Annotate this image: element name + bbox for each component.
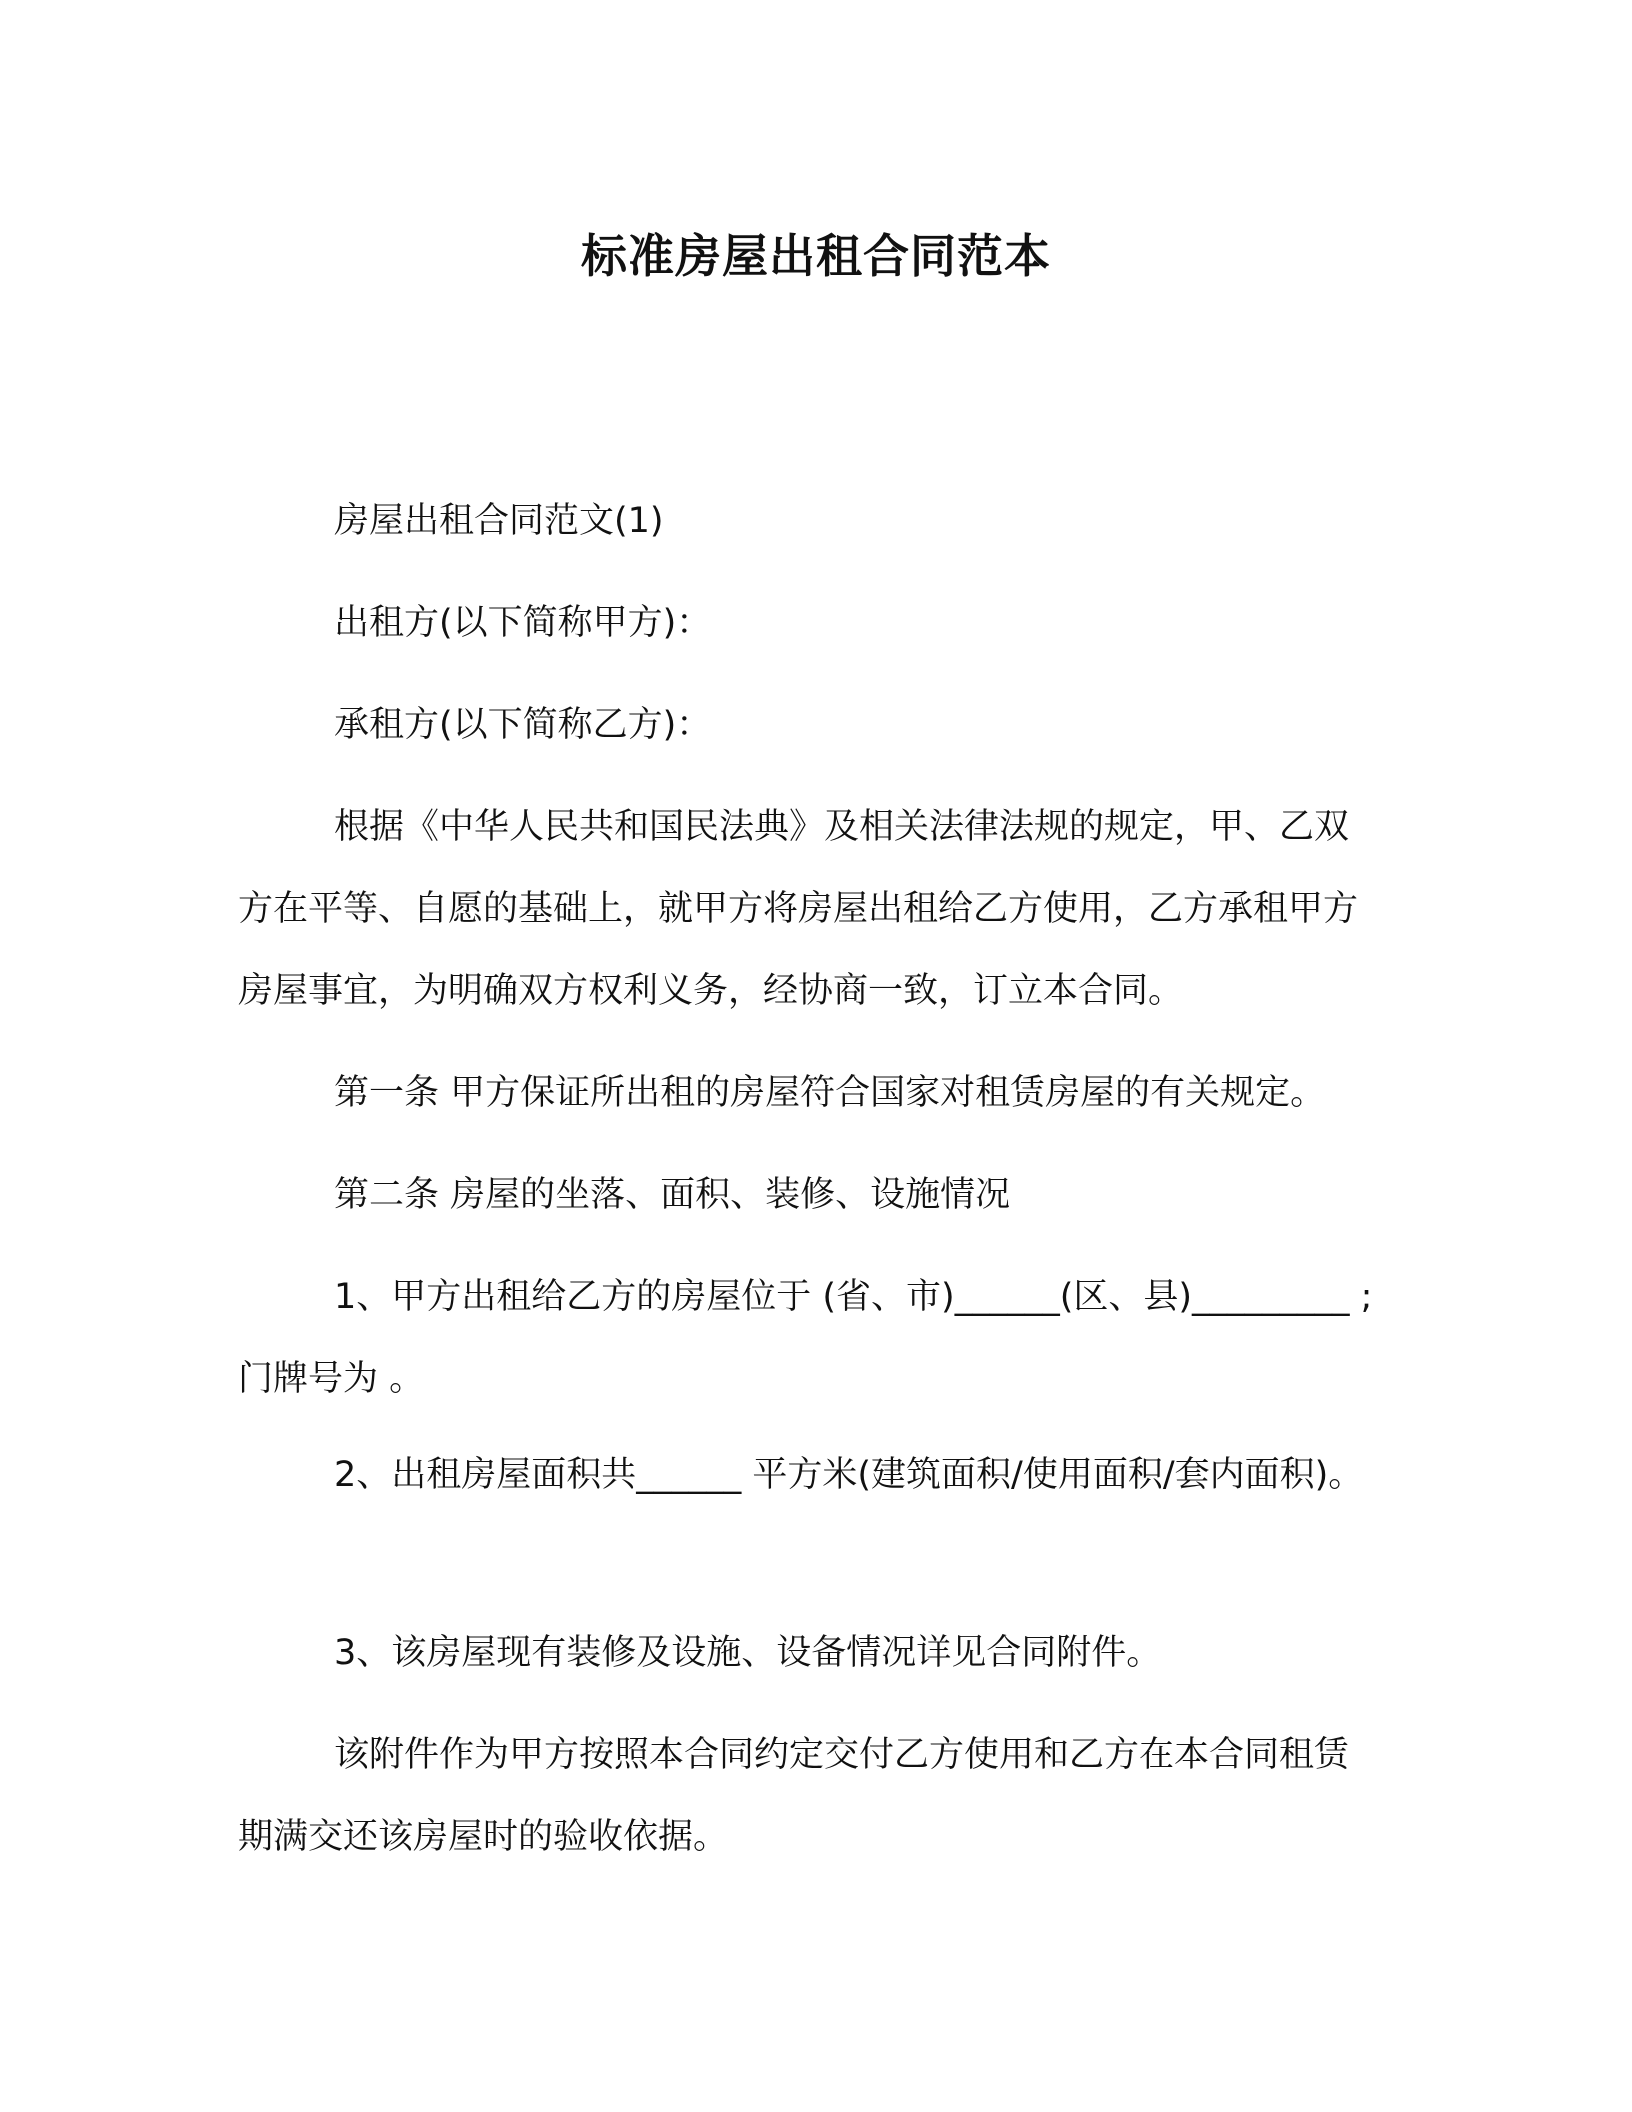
paragraph-article-two: 第二条 房屋的坐落、面积、装修、设施情况 [334,1175,1011,1215]
paragraph-attachment-note: 该附件作为甲方按照本合同约定交付乙方使用和乙方在本合同租赁期满交还该房屋时的验收依据。 [238,1735,1350,1857]
paragraph-preamble: 根据《中华人民共和国民法典》及相关法律法规的规定，甲、乙双方在平等、自愿的基础上，就甲方将房屋出租给乙方使用，乙方承租甲方房屋事宜，为明确双方权利义务，经协商一致，订立本合同。 [238,807,1359,1011]
paragraph-item-three-facilities: 3、该房屋现有装修及设施、设备情况详见合同附件。 [334,1633,1162,1673]
paragraph-item-two-area: 2、出租房屋面积共______ 平方米(建筑面积/使用面积/套内面积)。 [334,1455,1364,1495]
paragraph-item-one-location: 1、甲方出租给乙方的房屋位于 (省、市)______(区、县)_________ ;门牌号为 。 [238,1277,1373,1399]
paragraph-lessee: 承租方(以下简称乙方)： [334,705,712,745]
paragraph-article-one: 第一条 甲方保证所出租的房屋符合国家对租赁房屋的有关规定。 [334,1073,1326,1113]
document-title: 标准房屋出租合同范本 [581,229,1051,283]
paragraph-lessor: 出租方(以下简称甲方)： [334,603,712,643]
paragraph-contract-sample-heading: 房屋出租合同范文(1) [334,501,664,541]
